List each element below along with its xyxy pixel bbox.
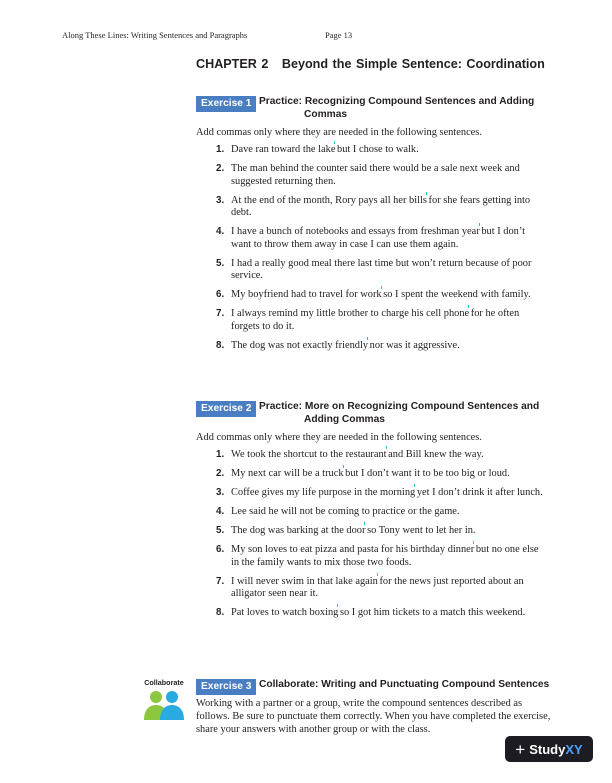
exercise-2: [196, 401, 561, 626]
comma-mark: [426, 192, 427, 195]
plus-icon: +: [515, 739, 526, 759]
item-number: 5.: [216, 257, 225, 269]
chapter-heading: [196, 57, 545, 71]
list-item: [216, 525, 547, 538]
list-item: [216, 607, 547, 620]
item-text: My boyfriend had to travel for work: [231, 289, 382, 300]
exercise-badge: Exercise 2: [196, 401, 256, 417]
item-text-rest: but I don’t want to throw them away in case I can use them again.: [231, 226, 525, 250]
item-number: 7.: [216, 575, 225, 587]
comma-mark: [381, 286, 382, 289]
list-item: [216, 226, 547, 251]
exercise-title-line1: Collaborate: Writing and Punctuating Compound Sentences: [259, 679, 550, 690]
item-number: 2.: [216, 468, 225, 479]
exercise-title-line2: Commas: [304, 108, 348, 120]
item-text: At the end of the month, Rory pays all her bills: [231, 194, 427, 206]
sentence-list: [196, 449, 561, 620]
exercise-1: [196, 96, 561, 359]
item-text: I always remind my little brother to charge his cell phone: [231, 308, 470, 319]
comma-mark: [414, 484, 415, 487]
exercise-title-line1: Practice: More on Recognizing Compound Sentences and: [259, 401, 540, 412]
exercise-paragraph: Working with a partner or a group, write the compound sentences described as follows. Be sure to punctuate them correctly. When you have completed the exercise, share your answers with another group or with the class.: [196, 698, 551, 735]
exercise-header: [196, 401, 561, 431]
item-text: Lee said he will not be coming to practice or the game.: [231, 506, 460, 517]
item-number: 7.: [216, 308, 225, 319]
item-number: 1.: [216, 449, 225, 460]
watermark-prefix: Study: [529, 741, 566, 757]
exercise-title: [259, 96, 549, 121]
exercise-instructions: Add commas only where they are needed in the following sentences.: [196, 127, 482, 138]
list-item: [216, 576, 547, 601]
item-text-rest: nor was it aggressive.: [367, 339, 460, 351]
comma-mark: [337, 604, 338, 607]
book-title: Along These Lines: Writing Sentences and Paragraphs: [62, 30, 248, 40]
item-text-rest: so I got him tickets to a match this weekend.: [337, 607, 526, 618]
exercise-3: [196, 679, 561, 736]
list-item: [216, 449, 547, 462]
collaborate-label: Collaborate: [144, 678, 184, 687]
list-item: [216, 289, 547, 302]
item-text-rest: yet I don’t drink it after lunch.: [414, 487, 543, 498]
item-text: Coffee gives my life purpose in the morning: [231, 487, 416, 498]
item-text: We took the shortcut to the restaurant: [231, 449, 387, 460]
item-number: 2.: [216, 163, 225, 174]
running-head: [62, 30, 353, 40]
item-number: 6.: [216, 289, 225, 300]
collaborate-marker: [140, 678, 188, 727]
exercise-title-line1: Practice: Recognizing Compound Sentences and Adding: [259, 96, 535, 107]
item-text: Pat loves to watch boxing: [231, 607, 339, 618]
item-text-rest: for she fears getting into debt.: [231, 194, 531, 218]
chapter-label: CHAPTER 2: [196, 57, 269, 71]
exercise-badge: Exercise 1: [196, 96, 256, 112]
comma-mark: [473, 541, 474, 544]
list-item: [216, 163, 547, 188]
item-text: My next car will be a truck: [231, 468, 344, 479]
list-item: [216, 468, 547, 481]
item-number: 8.: [216, 607, 225, 618]
list-item: [216, 195, 547, 220]
comma-mark: [377, 573, 378, 576]
sentence-list: [196, 144, 561, 352]
two-people-icon: [140, 690, 188, 727]
list-item: [216, 487, 547, 500]
item-text: I will never swim in that lake again: [231, 575, 378, 587]
list-item: [216, 340, 547, 353]
list-item: [216, 258, 547, 283]
item-number: 8.: [216, 339, 225, 351]
comma-mark: [364, 522, 365, 525]
comma-mark: [367, 337, 368, 340]
studyxy-watermark: [505, 736, 593, 762]
item-text: The dog was not exactly friendly: [231, 339, 369, 351]
exercise-header: [196, 96, 561, 126]
exercise-title: [259, 401, 549, 426]
item-text: My son loves to eat pizza and pasta for his birthday dinner: [231, 544, 475, 555]
comma-mark: [386, 446, 387, 449]
watermark-suffix: XY: [565, 741, 583, 757]
item-number: 6.: [216, 544, 225, 555]
exercise-badge: Exercise 3: [196, 679, 256, 695]
item-text-rest: but no one else in the family wants to mix those two foods.: [231, 544, 539, 568]
exercise-instructions: Add commas only where they are needed in the following sentences.: [196, 432, 482, 443]
list-item: [216, 144, 547, 157]
comma-mark: [334, 141, 335, 144]
comma-mark: [479, 223, 480, 226]
comma-mark: [468, 305, 469, 308]
item-text: Dave ran toward the lake: [231, 144, 336, 155]
page-number: Page 13: [325, 30, 353, 40]
list-item: [216, 506, 547, 519]
item-number: 4.: [216, 506, 225, 517]
exercise-header: [196, 679, 561, 697]
exercise-title: [259, 679, 559, 692]
item-text-rest: for the news just reported about an alligator seen near it.: [231, 575, 524, 599]
item-text: The dog was barking at the door: [231, 525, 366, 536]
item-text-rest: but I don’t want it to be too big or loud.: [342, 468, 510, 479]
exercise-title-line2: Adding Commas: [304, 413, 385, 425]
item-number: 1.: [216, 144, 225, 155]
item-number: 3.: [216, 194, 225, 206]
item-number: 5.: [216, 525, 225, 536]
item-text-rest: for he often forgets to do it.: [231, 308, 520, 332]
item-text-rest: so I spent the weekend with family.: [380, 289, 531, 300]
item-text-rest: so Tony went to let her in.: [364, 525, 476, 536]
item-text: The man behind the counter said there would be a sale next week and suggested returning then.: [231, 163, 520, 187]
chapter-title: Beyond the Simple Sentence: Coordination: [281, 57, 545, 71]
item-text: I have a bunch of notebooks and essays from freshman year: [231, 226, 480, 237]
item-number: 4.: [216, 226, 225, 237]
list-item: [216, 308, 547, 333]
item-number: 3.: [216, 487, 225, 498]
item-text-rest: and Bill knew the way.: [385, 449, 484, 460]
comma-mark: [343, 465, 344, 468]
item-text-rest: but I chose to walk.: [334, 144, 419, 155]
list-item: [216, 544, 547, 569]
item-text: I had a really good meal there last time but won’t return because of poor service.: [231, 257, 532, 281]
